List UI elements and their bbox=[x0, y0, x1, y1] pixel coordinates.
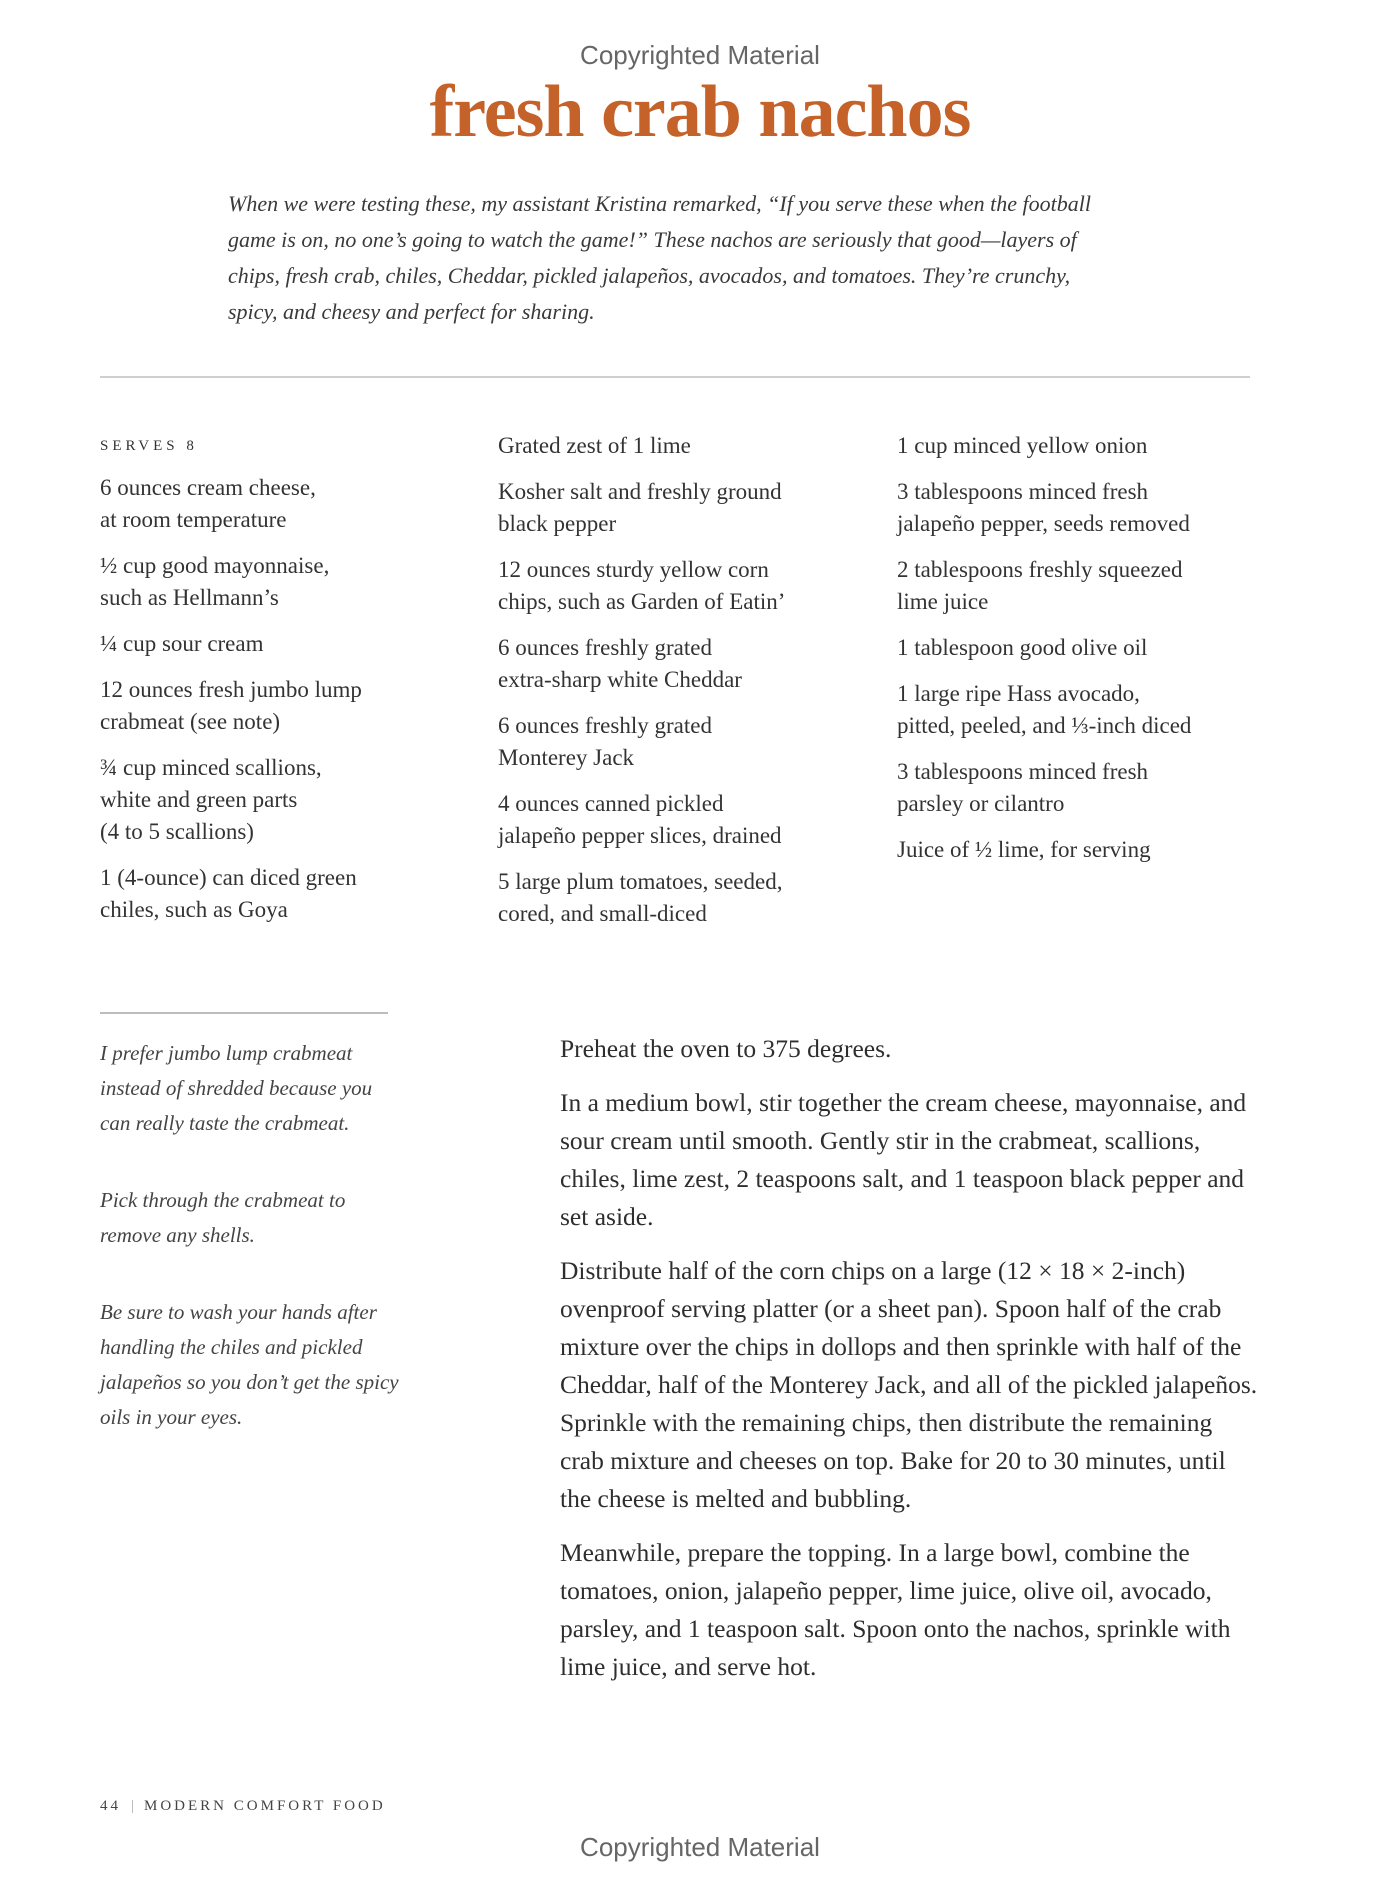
ingredient-item: 2 tablespoons freshly squeezed lime juice bbox=[897, 557, 1183, 614]
ingredient-item: Kosher salt and freshly ground black pepper bbox=[498, 479, 782, 536]
ingredient-item: 12 ounces sturdy yellow corn chips, such as Garden of Eatin’ bbox=[498, 557, 786, 614]
watermark-top: Copyrighted Material bbox=[580, 40, 820, 70]
book-title: MODERN COMFORT FOOD bbox=[144, 1798, 386, 1814]
serves-label: SERVES 8 bbox=[100, 438, 198, 454]
page-number: 44 bbox=[100, 1798, 121, 1814]
ingredient-item: ¼ cup sour cream bbox=[100, 631, 264, 656]
method-step: In a medium bowl, stir together the cream cheese, mayonnaise, and sour cream until smooth. Gently stir in the crabmeat, scallions, chiles, lime zest, 2 teaspoons salt, and 1 teaspoon black pepper and set aside. bbox=[560, 1088, 1247, 1231]
ingredient-item: 1 (4-ounce) can diced green chiles, such as Goya bbox=[100, 865, 357, 922]
method-steps bbox=[560, 1030, 1260, 1702]
ingredient-item: 5 large plum tomatoes, seeded, cored, and small-diced bbox=[498, 869, 783, 926]
ingredient-item: 1 cup minced yellow onion bbox=[897, 433, 1148, 458]
ingredient-item: 1 tablespoon good olive oil bbox=[897, 635, 1148, 660]
ingredient-item: 4 ounces canned pickled jalapeño pepper slices, drained bbox=[498, 791, 782, 848]
ingredient-item: 12 ounces fresh jumbo lump crabmeat (see note) bbox=[100, 677, 362, 734]
ingredients-column-1 bbox=[100, 430, 470, 940]
ingredient-item: 6 ounces cream cheese, at room temperature bbox=[100, 475, 316, 532]
note-item: Pick through the crabmeat to remove any shells. bbox=[100, 1188, 346, 1247]
note-item: I prefer jumbo lump crabmeat instead of shredded because you can really taste the crabmeat. bbox=[100, 1041, 373, 1135]
ingredient-item: 6 ounces freshly grated extra-sharp white Cheddar bbox=[498, 635, 742, 692]
method-step: Distribute half of the corn chips on a large (12 × 18 × 2-inch) ovenproof serving platter (or a sheet pan). Spoon half of the crab mixture over the chips in dollops and then sprinkle with half of the Cheddar, half of the Monterey Jack, and all of the pickled jalapeños. Sprinkle with the remaining chips, then distribute the remaining crab mixture and cheeses on top. Bake for 20 to 30 minutes, until the cheese is melted and bubbling. bbox=[560, 1256, 1258, 1513]
ingredient-item: 1 large ripe Hass avocado, pitted, peeled, and ⅓-inch diced bbox=[897, 681, 1192, 738]
ingredient-item: Juice of ½ lime, for serving bbox=[897, 837, 1151, 862]
ingredient-item: 6 ounces freshly grated Monterey Jack bbox=[498, 713, 712, 770]
section-divider bbox=[100, 376, 1250, 378]
sidebar-notes bbox=[100, 1036, 400, 1477]
ingredient-item: 3 tablespoons minced fresh parsley or cilantro bbox=[897, 759, 1149, 816]
ingredient-item: ¾ cup minced scallions, white and green parts (4 to 5 scallions) bbox=[100, 755, 322, 844]
page-footer bbox=[100, 1798, 386, 1815]
ingredients-column-2 bbox=[498, 430, 868, 944]
watermark-bottom: Copyrighted Material bbox=[580, 1832, 820, 1862]
method-step: Meanwhile, prepare the topping. In a large bowl, combine the tomatoes, onion, jalapeño pepper, lime juice, olive oil, avocado, parsley, and 1 teaspoon salt. Spoon onto the nachos, sprinkle with lime juice, and serve hot. bbox=[560, 1538, 1231, 1681]
ingredients-column-3 bbox=[897, 430, 1277, 880]
ingredient-item: Grated zest of 1 lime bbox=[498, 433, 691, 458]
notes-divider bbox=[100, 1012, 388, 1014]
ingredient-item: 3 tablespoons minced fresh jalapeño pepper, seeds removed bbox=[897, 479, 1190, 536]
method-step: Preheat the oven to 375 degrees. bbox=[560, 1034, 892, 1063]
footer-separator: | bbox=[131, 1798, 135, 1814]
recipe-title: fresh crab nachos bbox=[429, 71, 971, 153]
note-item: Be sure to wash your hands after handling the chiles and pickled jalapeños so you don’t get the spicy oils in your eyes. bbox=[100, 1300, 399, 1429]
recipe-intro: When we were testing these, my assistant Kristina remarked, “If you serve these when the football game is on, no one’s going to watch the game!” These nachos are seriously that good—layers of chips, fresh crab, chiles, Cheddar, pickled jalapeños, avocados, and tomatoes. They’re crunchy, spicy, and cheesy and perfect for sharing. bbox=[228, 191, 1091, 324]
ingredient-item: ½ cup good mayonnaise, such as Hellmann’s bbox=[100, 553, 330, 610]
